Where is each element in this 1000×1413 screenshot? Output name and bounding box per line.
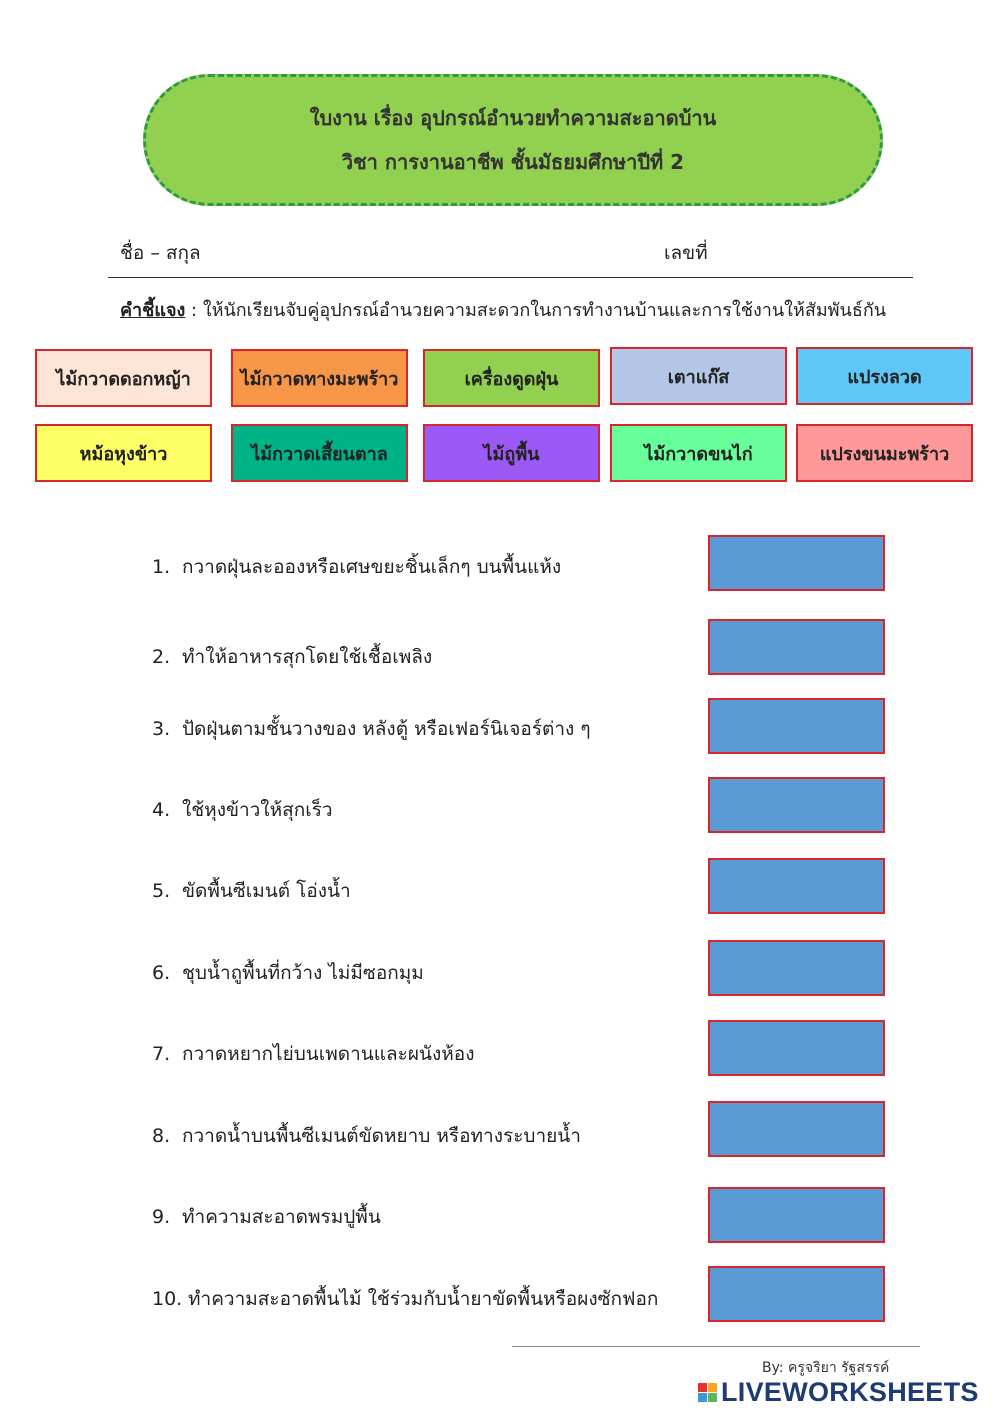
instruction-text: : ให้นักเรียนจับคู่อุปกรณ์อำนวยความสะดวกในการทำงานบ้านและการใช้งานให้สัมพันธ์กัน — [185, 300, 887, 321]
option-5[interactable] — [35, 424, 212, 482]
drop-zone-9[interactable] — [708, 1187, 885, 1243]
drop-zone-2[interactable] — [708, 619, 885, 675]
option-label: แปรงลวด — [847, 366, 922, 388]
instruction-label: คำชี้แจง — [120, 300, 186, 321]
instruction — [120, 295, 886, 324]
drop-zone-3[interactable] — [708, 698, 885, 754]
question-number: 8. — [152, 1125, 171, 1147]
logo-cubes-icon — [698, 1383, 717, 1402]
question-number: 7. — [152, 1043, 171, 1065]
option-label: ไม้ถูพื้น — [483, 443, 540, 465]
drop-zone-5[interactable] — [708, 858, 885, 914]
question-number: 1. — [152, 556, 171, 578]
question-4 — [152, 795, 333, 825]
question-text: ปัดฝุ่นตามชั้นวางของ หลังตู้ หรือเฟอร์นิเจอร์ต่าง ๆ — [182, 718, 591, 740]
question-number: 10. — [152, 1288, 183, 1310]
question-7 — [152, 1039, 474, 1069]
question-number: 5. — [152, 880, 171, 902]
question-number: 3. — [152, 718, 171, 740]
name-underline — [108, 277, 913, 278]
drop-zone-1[interactable] — [708, 535, 885, 591]
option-0[interactable] — [35, 349, 212, 407]
drop-zone-10[interactable] — [708, 1266, 885, 1322]
drop-zone-6[interactable] — [708, 940, 885, 996]
question-text: ขัดพื้นซีเมนต์ โอ่งน้ำ — [182, 880, 351, 902]
option-8[interactable] — [610, 424, 787, 482]
option-label: เตาแก๊ส — [667, 366, 730, 388]
question-10 — [152, 1284, 658, 1314]
question-text: ทำให้อาหารสุกโดยใช้เชื้อเพลิง — [182, 646, 433, 668]
option-label: เครื่องดูดฝุ่น — [464, 368, 559, 390]
worksheet-title-banner — [143, 74, 883, 206]
question-number: 2. — [152, 646, 171, 668]
question-text: ทำความสะอาดพรมปูพื้น — [182, 1206, 381, 1228]
option-4[interactable] — [796, 347, 973, 405]
option-9[interactable] — [796, 424, 973, 482]
question-text: ชุบน้ำถูพื้นที่กว้าง ไม่มีซอกมุม — [182, 962, 424, 984]
logo-text: LIVEWORKSHEETS — [721, 1377, 979, 1407]
worksheet-title: ใบงาน เรื่อง อุปกรณ์อำนวยทำความสะอาดบ้าน — [309, 106, 717, 130]
question-6 — [152, 958, 424, 988]
question-9 — [152, 1202, 381, 1232]
question-text: ทำความสะอาดพื้นไม้ ใช้ร่วมกับน้ำยาขัดพื้นหรือผงซักฟอก — [188, 1288, 659, 1310]
option-label: แปรงขนมะพร้าว — [819, 443, 950, 465]
question-8 — [152, 1121, 581, 1151]
question-text: กวาดหยากไย่บนเพดานและผนังห้อง — [182, 1043, 475, 1065]
question-5 — [152, 876, 351, 906]
question-2 — [152, 642, 432, 672]
option-2[interactable] — [423, 349, 600, 407]
question-text: กวาดฝุ่นละอองหรือเศษขยะชิ้นเล็กๆ บนพื้นแห้ง — [182, 556, 562, 578]
option-label: หม้อหุงข้าว — [79, 443, 168, 465]
drop-zone-4[interactable] — [708, 777, 885, 833]
option-label: ไม้กวาดดอกหญ้า — [56, 368, 191, 390]
question-3 — [152, 714, 591, 744]
question-number: 9. — [152, 1206, 171, 1228]
option-6[interactable] — [231, 424, 408, 482]
option-3[interactable] — [610, 347, 787, 405]
liveworksheets-logo — [698, 1377, 979, 1408]
question-text: กวาดน้ำบนพื้นซีเมนต์ขัดหยาบ หรือทางระบายน้ำ — [182, 1125, 581, 1147]
worksheet-subtitle: วิชา การงานอาชีพ ชั้นมัธยมศึกษาปีที่ 2 — [341, 150, 685, 174]
footer-divider — [512, 1346, 920, 1347]
option-label: ไม้กวาดทางมะพร้าว — [240, 368, 399, 390]
drop-zone-8[interactable] — [708, 1101, 885, 1157]
question-number: 4. — [152, 799, 171, 821]
number-label: เลขที่ — [664, 242, 708, 264]
option-7[interactable] — [423, 424, 600, 482]
drop-zone-7[interactable] — [708, 1020, 885, 1076]
option-label: ไม้กวาดเสี้ยนตาล — [251, 443, 388, 465]
author-credit: By: ครูจริยา รัฐสรรค์ — [762, 1360, 890, 1376]
option-1[interactable] — [231, 349, 408, 407]
name-label: ชื่อ – สกุล — [120, 242, 201, 264]
question-text: ใช้หุงข้าวให้สุกเร็ว — [182, 799, 333, 821]
question-1 — [152, 552, 561, 582]
option-label: ไม้กวาดขนไก่ — [644, 443, 753, 465]
question-number: 6. — [152, 962, 171, 984]
